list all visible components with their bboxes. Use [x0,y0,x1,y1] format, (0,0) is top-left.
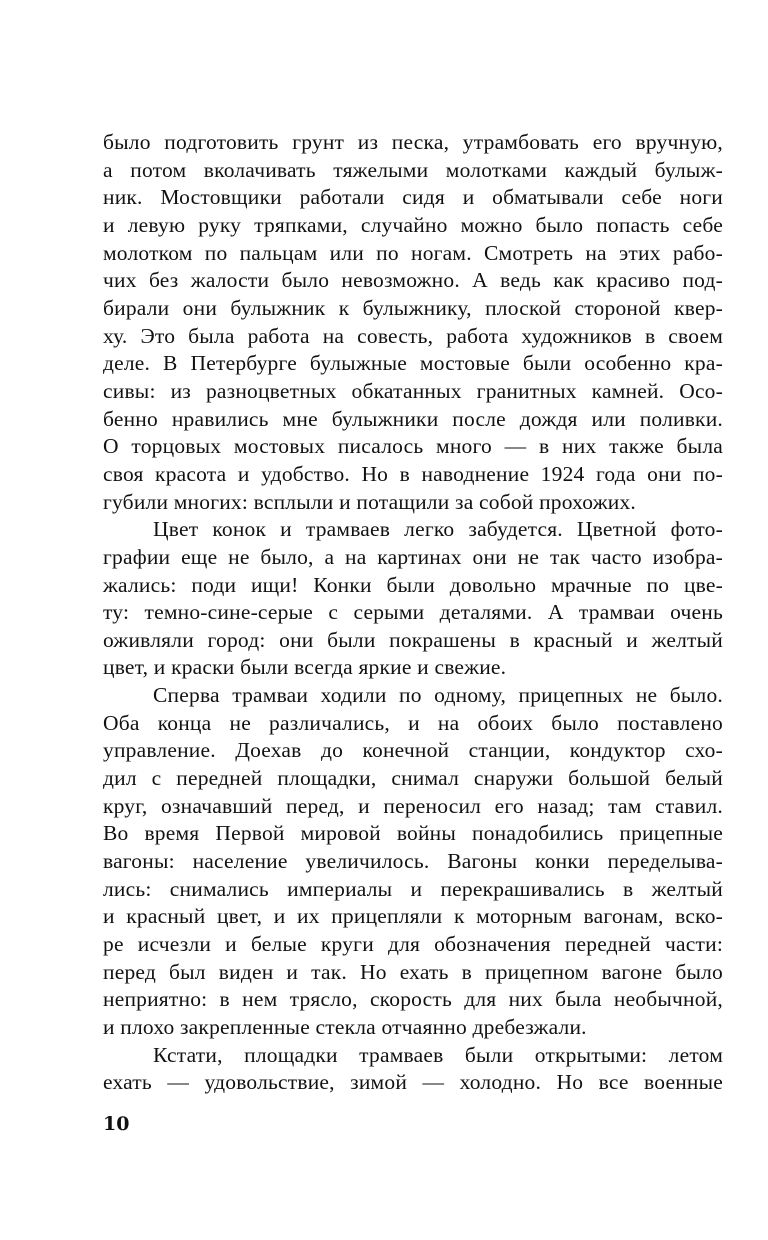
text-line: управление. Доехав до конечной станции, кондуктор схо- [103,738,723,763]
text-line: а потом вколачивать тяжелыми молотками каждый булыж- [103,157,723,182]
text-line: молотком по пальцам или по ногам. Смотреть на этих рабо- [103,240,723,265]
text-line: Оба конца не различались, и на обоих было поставлено [103,710,723,735]
text-line: оживляли город: они были покрашены в красный и желтый [103,627,723,652]
text-line: О торцовых мостовых писалось много — в них также была [103,434,723,459]
text-line: круг, означавший перед, и переносил его назад; там ставил. [103,793,723,818]
text-line: Сперва трамваи ходили по одному, прицепных не было. [153,683,723,708]
text-line: неприятно: в нем трясло, скорость для них была необычной, [103,987,723,1012]
page-number: 10 [103,1113,130,1135]
text-line: ник. Мостовщики работали сидя и обматывали себе ноги [103,185,723,210]
text-line: ту: темно-сине-серые с серыми деталями. А трамваи очень [103,600,723,625]
text-line: бенно нравились мне булыжники после дождя или поливки. [103,406,723,431]
text-line: и плохо закрепленные стекла отчаянно дребезжали. [103,1015,587,1039]
text-line: чих без жалости было невозможно. А ведь как красиво под- [103,268,723,293]
text-line: Цвет конок и трамваев легко забудется. Цветной фото- [153,517,723,542]
text-line: деле. В Петербурге булыжные мостовые были особенно кра- [103,351,723,376]
text-line: жались: поди ищи! Конки были довольно мрачные по цве- [103,572,723,597]
text-line: перед был виден и так. Но ехать в прицепном вагоне было [103,959,723,984]
text-line: Кстати, площадки трамваев были открытыми: летом [153,1042,723,1067]
text-line: было подготовить грунт из песка, утрамбовать его вручную, [103,130,723,154]
text-line: цвет, и краски были всегда яркие и свежие. [103,655,507,680]
text-line: ре исчезли и белые круги для обозначения передней части: [103,932,723,957]
text-line: сивы: из разноцветных обкатанных гранитных камней. Осо- [103,378,723,403]
text-line: своя красота и удобство. Но в наводнение 1924 года они по- [103,461,723,486]
text-line: лись: снимались империалы и перекрашивались в желтый [103,876,723,901]
text-line: дил с передней площадки, снимал снаружи большой белый [103,766,723,791]
text-line: графии еще не было, а на картинах они не так часто изобра- [103,544,723,569]
text-line: губили многих: всплыли и потащили за собой прохожих. [103,489,636,514]
page-body-text [103,129,723,1097]
text-line: и левую руку тряпками, случайно можно было попасть себе [103,212,723,237]
text-line: Во время Первой мировой войны понадобились прицепные [103,821,723,846]
text-line: бирали они булыжник к булыжнику, плоской стороной квер- [103,295,723,320]
text-line: и красный цвет, и их прицепляли к моторным вагонам, вско- [103,904,723,929]
text-line: ху. Это была работа на совесть, работа художников в своем [103,323,723,348]
text-line: вагоны: население увеличилось. Вагоны конки переделыва- [103,849,723,874]
text-line: ехать — удовольствие, зимой — холодно. Но все военные [103,1070,723,1095]
